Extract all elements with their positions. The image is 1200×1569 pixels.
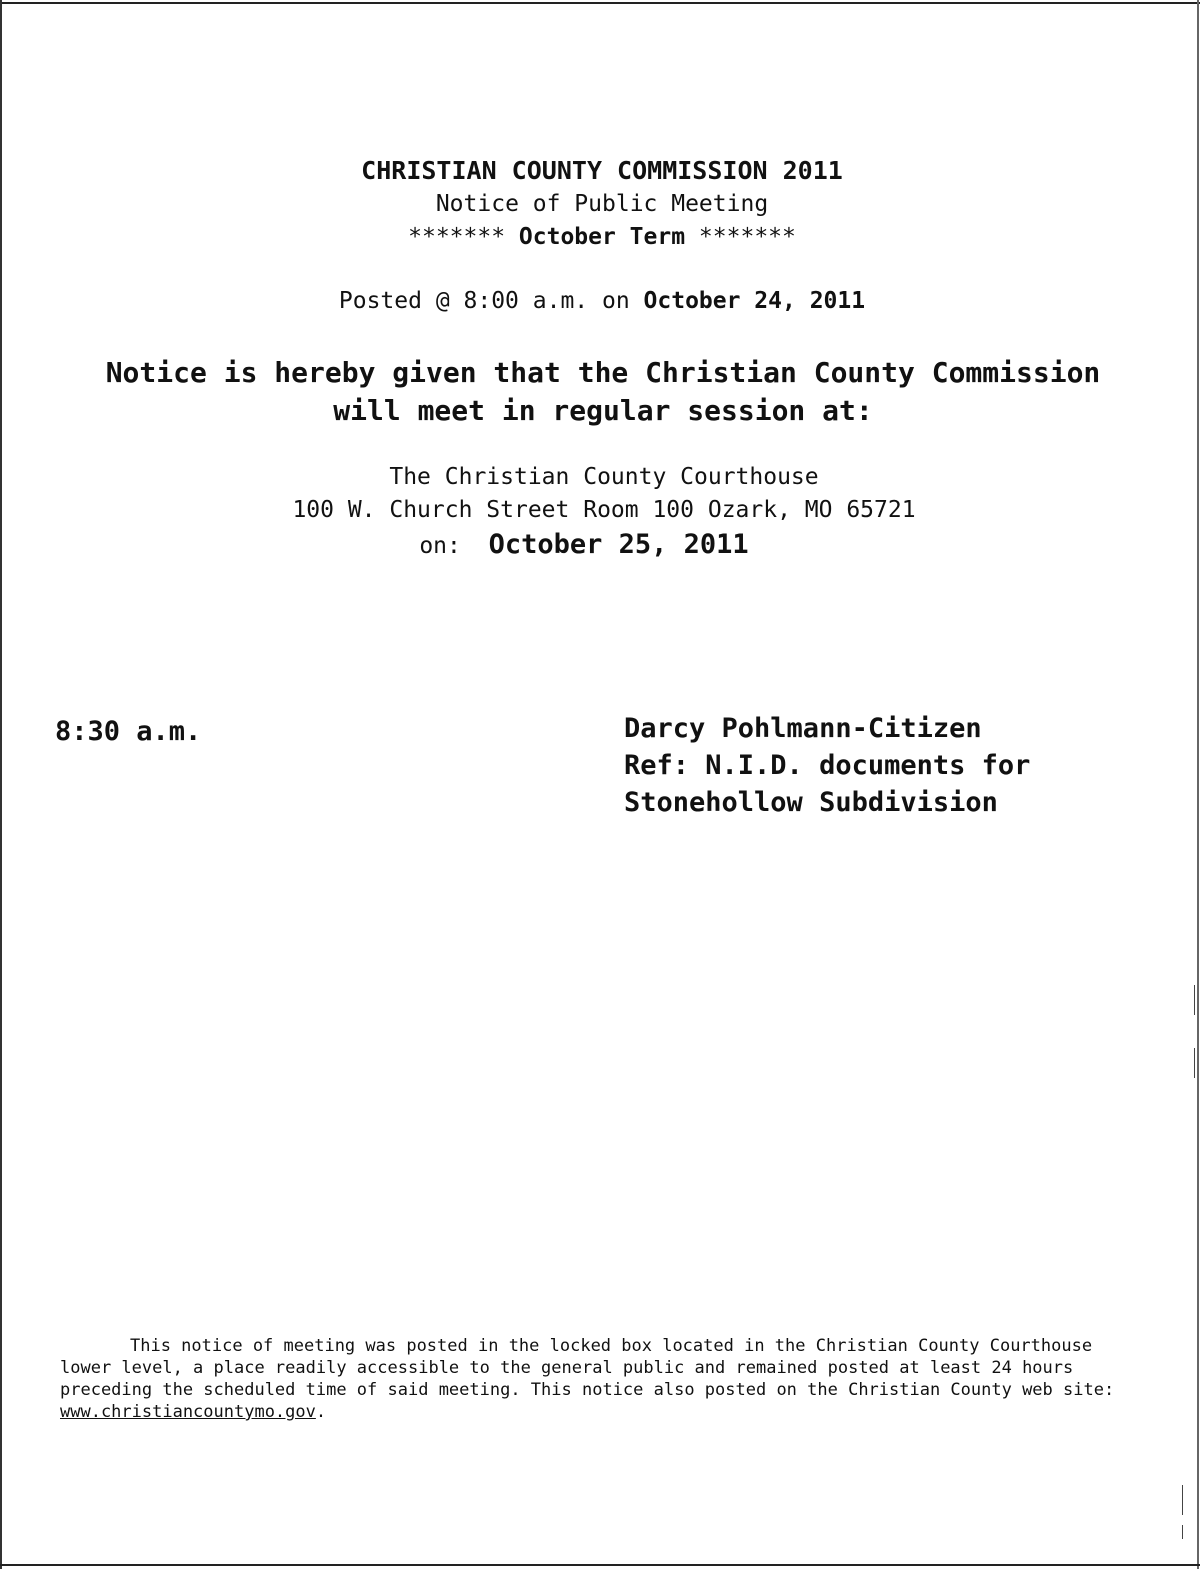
notice-line-1: Notice is hereby given that the Christian County Commission xyxy=(105,356,1101,389)
notice-line-2: will meet in regular session at: xyxy=(333,394,873,427)
posted-date: October 24, 2011 xyxy=(643,288,866,314)
scan-mark xyxy=(1194,1048,1195,1078)
document-title: CHRISTIAN COUNTY COMMISSION 2011 xyxy=(361,156,843,185)
scan-border-bottom xyxy=(0,1564,1200,1566)
location-name: The Christian County Courthouse xyxy=(389,464,819,490)
document-subtitle: Notice of Public Meeting xyxy=(435,191,769,217)
website-link[interactable]: www.christiancountymo.gov xyxy=(60,1402,316,1422)
agenda-item-line: Darcy Pohlmann-Citizen xyxy=(624,713,982,744)
agenda-item xyxy=(624,710,1030,821)
on-label: on: xyxy=(419,533,461,559)
scan-mark xyxy=(1182,1525,1183,1539)
scan-border-top xyxy=(0,2,1200,4)
meeting-date: October 25, 2011 xyxy=(488,529,749,560)
agenda-time: 8:30 a.m. xyxy=(55,716,202,747)
term-name: October Term xyxy=(518,224,686,250)
scan-mark xyxy=(1182,1485,1183,1515)
term-line xyxy=(2,224,1200,250)
posting-statement xyxy=(60,1335,1150,1423)
meeting-date-line xyxy=(0,529,1184,560)
term-stars-right: ******* xyxy=(685,224,796,250)
term-stars-left: ******* xyxy=(408,224,519,250)
location-address: 100 W. Church Street Room 100 Ozark, MO 65721 xyxy=(292,497,916,523)
posting-statement-end: . xyxy=(315,1402,327,1422)
agenda-item-line: Ref: N.I.D. documents for xyxy=(624,750,1031,781)
posting-statement-text: This notice of meeting was posted in the locked box located in the Christian County Courthouse lower level, a place readily accessible to the general public and remained posted at least 24 hours preceding the scheduled time of said meeting. This notice also posted on the Christian County web site: xyxy=(60,1336,1115,1400)
posted-line xyxy=(2,288,1200,314)
scan-mark xyxy=(1194,985,1195,1015)
agenda-item-line: Stonehollow Subdivision xyxy=(624,787,998,818)
posted-time: Posted @ 8:00 a.m. on xyxy=(338,288,644,314)
